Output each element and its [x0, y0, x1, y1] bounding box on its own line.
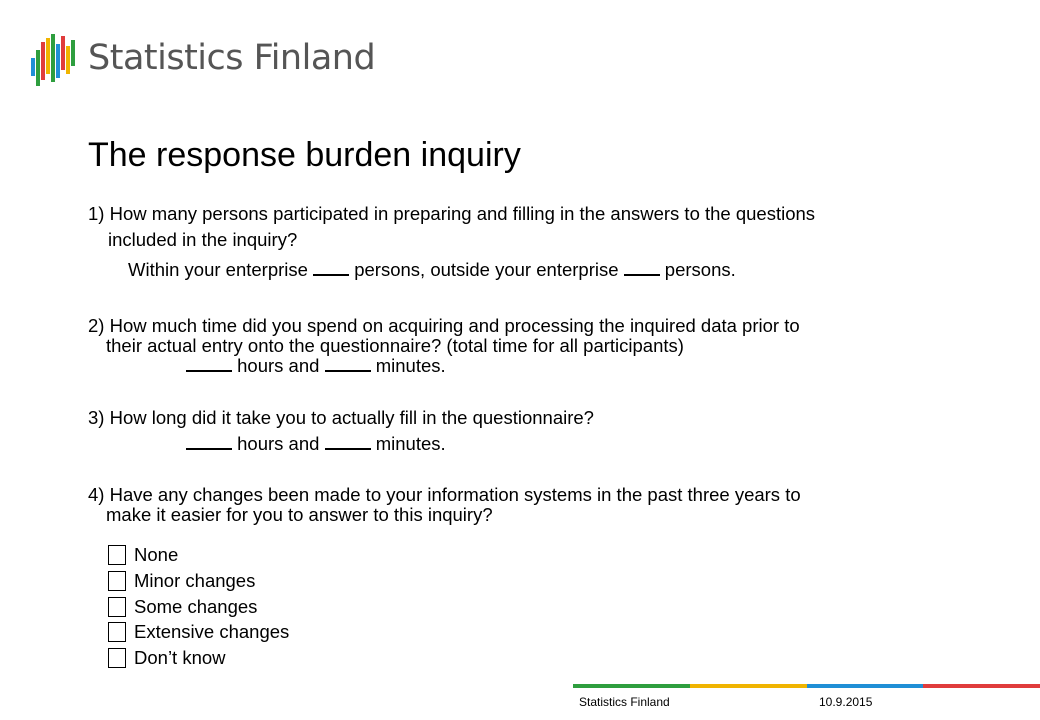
q4-line1: 4) Have any changes been made to your information systems in the past three years to — [88, 484, 801, 505]
q1-answer-b: persons, outside your enterprise — [354, 259, 619, 280]
q3-answer — [186, 433, 446, 455]
q4-line2: make it easier for you to answer to this inquiry? — [106, 504, 493, 525]
outside-persons-blank[interactable] — [624, 260, 660, 276]
q2-hours-blank[interactable] — [186, 356, 232, 372]
footer-color-bar — [573, 684, 1040, 688]
option-none[interactable] — [108, 544, 178, 566]
q3-minutes-blank[interactable] — [325, 434, 371, 450]
page-title: The response burden inquiry — [88, 136, 521, 174]
q3-hours-label: hours and — [237, 433, 320, 454]
option-label: Some changes — [134, 596, 258, 617]
option-label: Extensive changes — [134, 621, 290, 642]
checkbox[interactable] — [108, 622, 126, 642]
q3-minutes-label: minutes. — [375, 433, 446, 454]
option-label: Minor changes — [134, 570, 256, 591]
option-label: None — [134, 544, 179, 565]
q2-line1: 2) How much time did you spend on acquiring and processing the inquired data prior to — [88, 315, 800, 336]
q1-line2: included in the inquiry? — [108, 229, 298, 250]
option-some-changes[interactable] — [108, 596, 257, 618]
option-minor-changes[interactable] — [108, 570, 255, 592]
checkbox[interactable] — [108, 571, 126, 591]
footer-bar-blue — [807, 684, 924, 688]
footer-bar-red — [923, 684, 1040, 688]
option-label: Don’t know — [134, 647, 226, 668]
checkbox[interactable] — [108, 545, 126, 565]
q2-minutes-label: minutes. — [375, 355, 446, 376]
logo-text: Statistics Finland — [88, 38, 376, 78]
footer-org: Statistics Finland — [579, 695, 670, 709]
footer-bar-yellow — [690, 684, 807, 688]
q2-line2: their actual entry onto the questionnaire? (total time for all participants) — [106, 335, 684, 356]
q1-answer-a: Within your enterprise — [128, 259, 308, 280]
q2-minutes-blank[interactable] — [325, 356, 371, 372]
within-persons-blank[interactable] — [313, 260, 349, 276]
footer-date: 10.9.2015 — [819, 695, 873, 709]
option-extensive-changes[interactable] — [108, 621, 289, 643]
q2-hours-label: hours and — [237, 355, 320, 376]
q1-answer — [128, 259, 736, 281]
logo-bars-icon — [30, 30, 80, 90]
option-dont-know[interactable] — [108, 647, 226, 669]
checkbox[interactable] — [108, 648, 126, 668]
q1-answer-c: persons. — [664, 259, 736, 280]
q2-answer — [186, 355, 446, 377]
q3-hours-blank[interactable] — [186, 434, 232, 450]
q3-line1: 3) How long did it take you to actually fill in the questionnaire? — [88, 407, 594, 428]
footer-bar-green — [573, 684, 690, 688]
q1-line1: 1) How many persons participated in preparing and filling in the answers to the questions — [88, 203, 816, 224]
checkbox[interactable] — [108, 597, 126, 617]
